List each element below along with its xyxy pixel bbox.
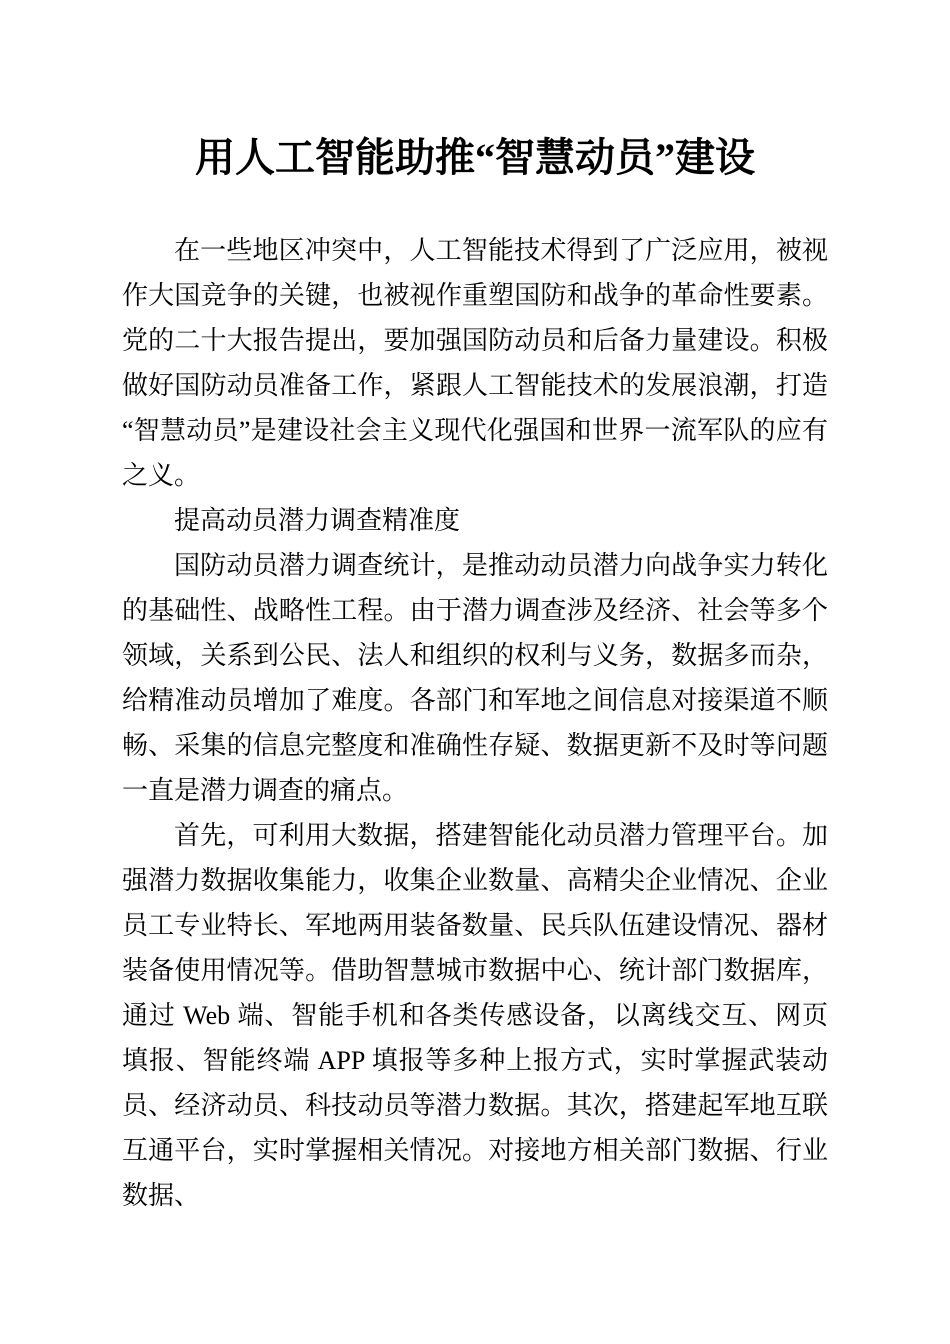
document-body	[122, 228, 828, 1218]
section-heading: 提高动员潜力调查精准度	[174, 506, 461, 535]
paragraph-potential-survey: 国防动员潜力调查统计，是推动动员潜力向战争实力转化的基础性、战略性工程。由于潜力调查涉及经济、社会等多个领域，关系到公民、法人和组织的权利与义务，数据多而杂，给精准动员增加了难度。各部门和军地之间信息对接渠道不顺畅、采集的信息完整度和准确性存疑、数据更新不及时等问题一直是潜力调查的痛点。	[122, 551, 828, 805]
document-title: 用人工智能助推“智慧动员”建设	[195, 135, 755, 180]
paragraph-intro: 在一些地区冲突中，人工智能技术得到了广泛应用，被视作大国竞争的关键，也被视作重塑国防和战争的革命性要素。党的二十大报告提出，要加强国防动员和后备力量建设。积极做好国防动员准备工作，紧跟人工智能技术的发展浪潮，打造“智慧动员”是建设社会主义现代化强国和世界一流军队的应有之义。	[122, 236, 828, 490]
paragraph-big-data-platform: 首先，可利用大数据，搭建智能化动员潜力管理平台。加强潜力数据收集能力，收集企业数量、高精尖企业情况、企业员工专业特长、军地两用装备数量、民兵队伍建设情况、器材装备使用情况等。借助智慧城市数据中心、统计部门数据库，通过 Web 端、智能手机和各类传感设备，以离线交互、网页填报、智能终端 APP 填报等多种上报方式，实时掌握武装动员、经济动员、科技动员等潜力数据。其次，搭建起军地互联互通平台，实时掌握相关情况。对接地方相关部门数据、行业数据、	[122, 821, 828, 1210]
